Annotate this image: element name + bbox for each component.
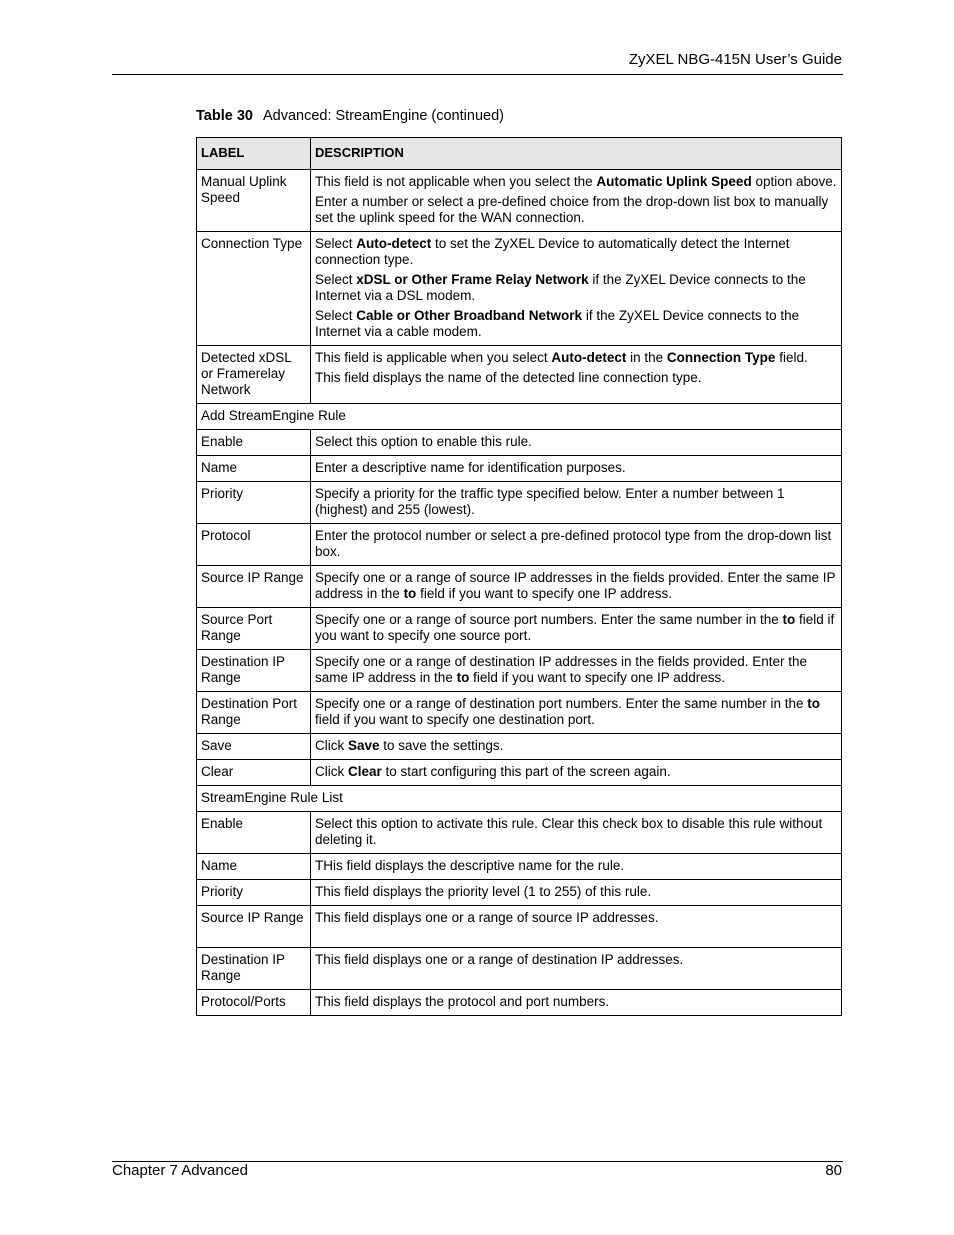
bold-term: Automatic Uplink Speed [596,174,752,189]
text-run: field if you want to specify one source port. [315,612,835,643]
table-row [197,524,842,566]
row-label: Source IP Range [197,906,311,948]
table-section-row [197,786,842,812]
row-description [311,608,842,650]
column-header-label: LABEL [197,138,311,170]
table-row [197,170,842,232]
row-description [311,990,842,1016]
description-paragraph [315,764,837,780]
row-description [311,346,842,404]
text-run: Specify one or a range of destination IP addresses in the fields provided. Enter the same IP address in the [315,654,808,685]
row-description [311,906,842,948]
column-header-description: DESCRIPTION [311,138,842,170]
text-run: field. [775,350,808,365]
table-row [197,760,842,786]
text-run: to start configuring this part of the screen again. [381,764,671,779]
bold-term: Clear [348,764,382,779]
table-row [197,456,842,482]
text-run: Specify a priority for the traffic type specified below. Enter a number between 1 (highest) and 255 (lowest). [315,486,785,517]
text-run: Click [315,764,348,779]
row-label: Enable [197,430,311,456]
table-row [197,906,842,948]
description-paragraph [315,350,837,366]
description-paragraph [315,612,837,644]
table-row [197,990,842,1016]
table-row [197,650,842,692]
text-run: This field displays the name of the detected line connection type. [315,370,702,385]
row-label: Destination Port Range [197,692,311,734]
table-row [197,948,842,990]
table-header-row [197,138,842,170]
text-run: Select this option to activate this rule. Clear this check box to disable this rule without deleting it. [315,816,823,847]
text-run: Select [315,272,357,287]
page-header-title: ZyXEL NBG-415N User’s Guide [628,51,842,68]
row-label: Detected xDSL or Framerelay Network [197,346,311,404]
row-label: Clear [197,760,311,786]
text-run: Select this option to enable this rule. [315,434,532,449]
row-label: Name [197,854,311,880]
row-description [311,566,842,608]
text-run: This field displays the protocol and port numbers. [315,994,610,1009]
streamengine-table [196,137,842,1016]
row-label: Source IP Range [197,566,311,608]
text-run: Enter a descriptive name for identification purposes. [315,460,626,475]
description-paragraph [315,738,837,754]
table-caption-label: Table 30 [196,108,253,124]
text-run: to save the settings. [379,738,504,753]
text-run: This field is applicable when you select [315,350,552,365]
table-row [197,734,842,760]
bold-term: Auto-detect [551,350,627,365]
text-run: Select [315,236,357,251]
bold-term: Connection Type [666,350,776,365]
table-caption-text: Advanced: StreamEngine (continued) [262,108,504,124]
description-paragraph [315,816,837,848]
text-run: if the ZyXEL Device connects to the Internet via a cable modem. [315,308,800,339]
row-description [311,430,842,456]
row-label: Protocol [197,524,311,566]
table-row [197,880,842,906]
row-label: Connection Type [197,232,311,346]
row-label: Priority [197,482,311,524]
text-run: Click [315,738,348,753]
text-run: option above. [751,174,837,189]
bold-term: Auto-detect [356,236,432,251]
row-description [311,854,842,880]
text-run: Specify one or a range of source IP addresses in the fields provided. Enter the same IP address in the [315,570,836,601]
description-paragraph [315,370,837,386]
description-paragraph [315,236,837,268]
row-description [311,650,842,692]
bold-term: to [782,612,796,627]
text-run: in the [626,350,667,365]
table-row [197,566,842,608]
description-paragraph [315,858,837,874]
text-run: if the ZyXEL Device connects to the Internet via a DSL modem. [315,272,806,303]
description-paragraph [315,696,837,728]
description-paragraph [315,570,837,602]
description-paragraph [315,884,837,900]
text-run: field if you want to specify one destination port. [315,712,595,727]
description-paragraph [315,528,837,560]
row-label: Destination IP Range [197,948,311,990]
row-label: Manual Uplink Speed [197,170,311,232]
row-description [311,232,842,346]
table-section-row [197,404,842,430]
row-description [311,812,842,854]
text-run: Specify one or a range of source port numbers. Enter the same number in the [315,612,783,627]
text-run: Enter the protocol number or select a pre-defined protocol type from the drop-down list box. [315,528,832,559]
table-row [197,482,842,524]
row-label: Priority [197,880,311,906]
section-heading: StreamEngine Rule List [197,786,842,812]
row-description [311,880,842,906]
text-run: Enter a number or select a pre-defined choice from the drop-down list box to manually set the uplink speed for the WAN connection. [315,194,829,225]
row-description [311,760,842,786]
bold-term: Cable or Other Broadband Network [356,308,583,323]
text-run: This field displays one or a range of destination IP addresses. [315,952,684,967]
table-row [197,812,842,854]
description-paragraph [315,952,837,968]
row-label: Protocol/Ports [197,990,311,1016]
header-divider [112,74,843,75]
text-run: field if you want to specify one IP address. [469,670,725,685]
description-paragraph [315,174,837,190]
description-paragraph [315,434,837,450]
bold-term: Save [348,738,380,753]
text-run: Select [315,308,357,323]
row-description [311,948,842,990]
row-description [311,692,842,734]
text-run: This field displays the priority level (1 to 255) of this rule. [315,884,652,899]
section-heading: Add StreamEngine Rule [197,404,842,430]
row-label: Name [197,456,311,482]
bold-term: to [456,670,470,685]
row-label: Destination IP Range [197,650,311,692]
text-run: Specify one or a range of destination port numbers. Enter the same number in the [315,696,808,711]
row-label: Source Port Range [197,608,311,650]
bold-term: to [403,586,417,601]
table-row [197,854,842,880]
bold-term: xDSL or Other Frame Relay Network [356,272,589,287]
description-paragraph [315,994,837,1010]
bold-term: to [807,696,821,711]
table-row [197,430,842,456]
description-paragraph [315,910,837,926]
row-label: Enable [197,812,311,854]
table-row [197,608,842,650]
text-run: This field is not applicable when you select the [315,174,597,189]
description-paragraph [315,654,837,686]
row-description [311,524,842,566]
row-label: Save [197,734,311,760]
table-row [197,692,842,734]
description-paragraph [315,460,837,476]
footer-page-number: 80 [825,1162,842,1179]
description-paragraph [315,486,837,518]
row-description [311,456,842,482]
description-paragraph [315,308,837,340]
text-run: This field displays one or a range of source IP addresses. [315,910,659,925]
row-description [311,170,842,232]
footer-chapter: Chapter 7 Advanced [112,1162,248,1179]
table-row [197,232,842,346]
row-description [311,482,842,524]
description-paragraph [315,194,837,226]
row-description [311,734,842,760]
text-run: to set the ZyXEL Device to automatically detect the Internet connection type. [315,236,790,267]
text-run: THis field displays the descriptive name for the rule. [315,858,625,873]
table-caption [196,108,504,124]
table-body [197,170,842,1016]
text-run: field if you want to specify one IP address. [416,586,672,601]
description-paragraph [315,272,837,304]
table-row [197,346,842,404]
